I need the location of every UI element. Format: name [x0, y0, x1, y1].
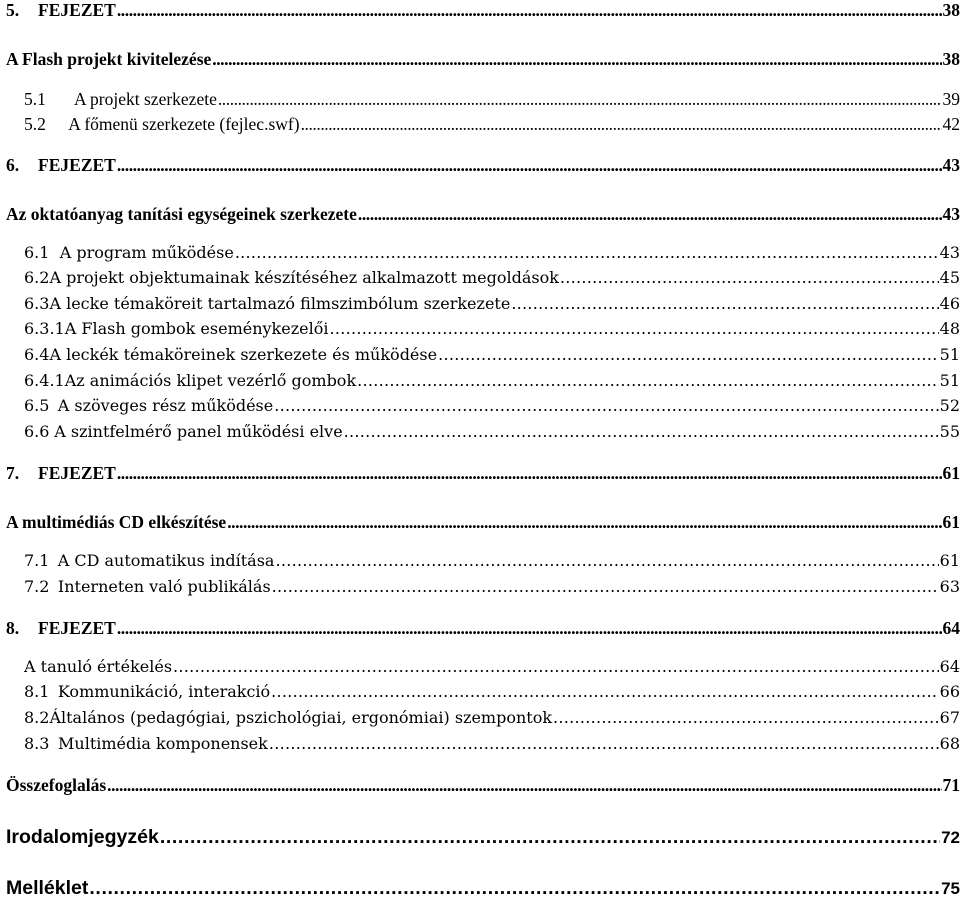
- toc-page-number: 63: [939, 577, 960, 596]
- toc-entry-irodalomjegyzek[interactable]: [6, 826, 960, 849]
- toc-page-number: 48: [939, 319, 960, 338]
- toc-entry-multimedias-cd[interactable]: [6, 512, 960, 533]
- toc-dot-leader: [357, 371, 939, 390]
- toc-title: A program működése: [59, 243, 234, 262]
- toc-entry-6-4[interactable]: [24, 345, 960, 364]
- toc-entry-7-1[interactable]: [24, 551, 960, 570]
- toc-number: 8.3: [24, 734, 50, 753]
- toc-title: A projekt szerkezete: [74, 89, 217, 109]
- toc-title: Melléklet: [6, 877, 89, 899]
- toc-title: A lecke témaköreit tartalmazó filmszimbólum szerkezete: [49, 294, 511, 313]
- toc-page-number: 45: [939, 268, 960, 287]
- toc-page-number: 75: [941, 879, 960, 898]
- toc-entry-5-1[interactable]: [24, 89, 960, 110]
- toc-title: A projekt objektumainak készítéséhez alkalmazott megoldások: [49, 268, 559, 287]
- toc-entry-oktatoanyag[interactable]: [6, 204, 960, 225]
- toc-page-number: 43: [942, 204, 960, 224]
- toc-page-number: 68: [939, 734, 960, 753]
- toc-title: A főmenü szerkezete (fejlec.swf): [68, 114, 300, 134]
- toc-page-number: 61: [942, 512, 960, 532]
- toc-dot-leader: [89, 877, 940, 900]
- toc-entry-chapter-7[interactable]: [6, 463, 960, 484]
- toc-title: FEJEZET: [38, 618, 116, 638]
- toc-entry-5-2[interactable]: [24, 114, 960, 135]
- toc-number: 8.1: [24, 682, 50, 701]
- toc-page-number: 38: [942, 0, 960, 20]
- toc-entry-8-3[interactable]: [24, 734, 960, 753]
- toc-entry-chapter-6[interactable]: [6, 155, 960, 176]
- toc-entry-6-6[interactable]: [24, 422, 960, 441]
- toc-dot-leader: [117, 155, 942, 176]
- toc-entry-8-1[interactable]: [24, 682, 960, 701]
- toc-page-number: 67: [939, 708, 960, 727]
- toc-title: A CD automatikus indítása: [57, 551, 275, 570]
- toc-number: 7.: [6, 463, 20, 483]
- toc-dot-leader: [218, 89, 942, 110]
- toc-number: 5.: [6, 0, 20, 20]
- toc-dot-leader: [269, 734, 939, 753]
- toc-dot-leader: [560, 268, 939, 287]
- toc-entry-osszefoglalas[interactable]: [6, 775, 960, 796]
- toc-page-number: 64: [939, 657, 960, 676]
- toc-dot-leader: [227, 512, 941, 533]
- toc-title: A Flash projekt kivitelezése: [6, 49, 212, 69]
- toc-dot-leader: [329, 319, 938, 338]
- toc-dot-leader: [275, 551, 938, 570]
- toc-number: 6.: [6, 155, 20, 175]
- toc-title: A szintfelmérő panel működési elve: [54, 422, 343, 441]
- toc-title: A leckék témaköreinek szerkezete és működése: [49, 345, 438, 364]
- toc-page-number: 72: [941, 828, 960, 847]
- toc-title: Összefoglalás: [6, 775, 107, 795]
- toc-number: 8.2: [24, 708, 50, 727]
- toc-page-number: 61: [939, 551, 960, 570]
- toc-entry-6-1[interactable]: [24, 243, 960, 262]
- toc-dot-leader: [274, 396, 938, 415]
- toc-page-number: 64: [942, 618, 960, 638]
- toc-dot-leader: [272, 577, 939, 596]
- toc-title: Kommunikáció, interakció: [57, 682, 271, 701]
- toc-title: A szöveges rész működése: [57, 396, 274, 415]
- toc-title: A tanuló értékelés: [24, 657, 173, 676]
- toc-entry-6-3-1[interactable]: [24, 319, 960, 338]
- toc-page-number: 71: [942, 775, 960, 795]
- toc-number: 6.2: [24, 268, 50, 287]
- toc-title: FEJEZET: [38, 155, 116, 175]
- toc-title: A multimédiás CD elkészítése: [6, 512, 227, 532]
- toc-entry-7-2[interactable]: [24, 577, 960, 596]
- toc-title: Irodalomjegyzék: [6, 826, 159, 848]
- toc-number: 6.3.1: [24, 319, 65, 338]
- toc-page-number: 51: [939, 345, 960, 364]
- toc-page-number: 55: [939, 422, 960, 441]
- toc-page-number: 43: [942, 155, 960, 175]
- toc-page-number: 46: [939, 294, 960, 313]
- toc-number: 6.1: [24, 243, 50, 262]
- toc-number: 7.2: [24, 577, 50, 596]
- toc-page-number: 52: [939, 396, 960, 415]
- toc-number: 6.5: [24, 396, 50, 415]
- toc-page-number: 39: [942, 89, 960, 109]
- toc-title: Általános (pedagógiai, pszichológiai, ergonómiai) szempontok: [49, 708, 553, 727]
- toc-dot-leader: [511, 294, 938, 313]
- toc-entry-6-5[interactable]: [24, 396, 960, 415]
- toc-number: 6.6: [24, 422, 50, 441]
- toc-page-number: 51: [939, 371, 960, 390]
- toc-number: 5.2: [24, 114, 46, 134]
- toc-title: FEJEZET: [38, 0, 116, 20]
- toc-entry-flash-projekt[interactable]: [6, 49, 960, 70]
- toc-dot-leader: [301, 114, 942, 135]
- toc-page-number: 38: [942, 49, 960, 69]
- toc-dot-leader: [160, 826, 940, 849]
- toc-page-number: 42: [942, 114, 960, 134]
- toc-page-number: 66: [939, 682, 960, 701]
- toc-entry-6-2[interactable]: [24, 268, 960, 287]
- toc-dot-leader: [117, 463, 942, 484]
- toc-number: 7.1: [24, 551, 50, 570]
- toc-dot-leader: [358, 204, 942, 225]
- toc-dot-leader: [117, 0, 942, 21]
- toc-dot-leader: [173, 657, 939, 676]
- toc-title: Az oktatóanyag tanítási egységeinek szerkezete: [6, 204, 357, 224]
- toc-title: A Flash gombok eseménykezelői: [64, 319, 329, 338]
- toc-number: 6.4: [24, 345, 50, 364]
- toc-entry-8-2[interactable]: [24, 708, 960, 727]
- toc-entry-melleklet[interactable]: [6, 877, 960, 900]
- toc-dot-leader: [212, 49, 941, 70]
- toc-dot-leader: [271, 682, 938, 701]
- toc-entry-chapter-8[interactable]: [6, 618, 960, 639]
- toc-number: 8.: [6, 618, 20, 638]
- toc-dot-leader: [117, 618, 942, 639]
- toc-entry-6-3[interactable]: [24, 294, 960, 313]
- toc-dot-leader: [107, 775, 941, 796]
- toc-title: FEJEZET: [38, 463, 116, 483]
- toc-dot-leader: [553, 708, 939, 727]
- toc-title: Az animációs klipet vezérlő gombok: [64, 371, 357, 390]
- toc-dot-leader: [344, 422, 939, 441]
- toc-title: Interneten való publikálás: [57, 577, 271, 596]
- toc-entry-tanulo-ertekeles[interactable]: [24, 657, 960, 676]
- toc-number: 6.3: [24, 294, 50, 313]
- toc-number: 5.1: [24, 89, 46, 109]
- toc-page-number: 43: [939, 243, 960, 262]
- toc-number: 6.4.1: [24, 371, 65, 390]
- toc-entry-chapter-5[interactable]: [6, 0, 960, 21]
- toc-page-number: 61: [942, 463, 960, 483]
- toc-entry-6-4-1[interactable]: [24, 371, 960, 390]
- toc-dot-leader: [438, 345, 939, 364]
- toc-title: Multimédia komponensek: [58, 734, 268, 753]
- toc-dot-leader: [235, 243, 939, 262]
